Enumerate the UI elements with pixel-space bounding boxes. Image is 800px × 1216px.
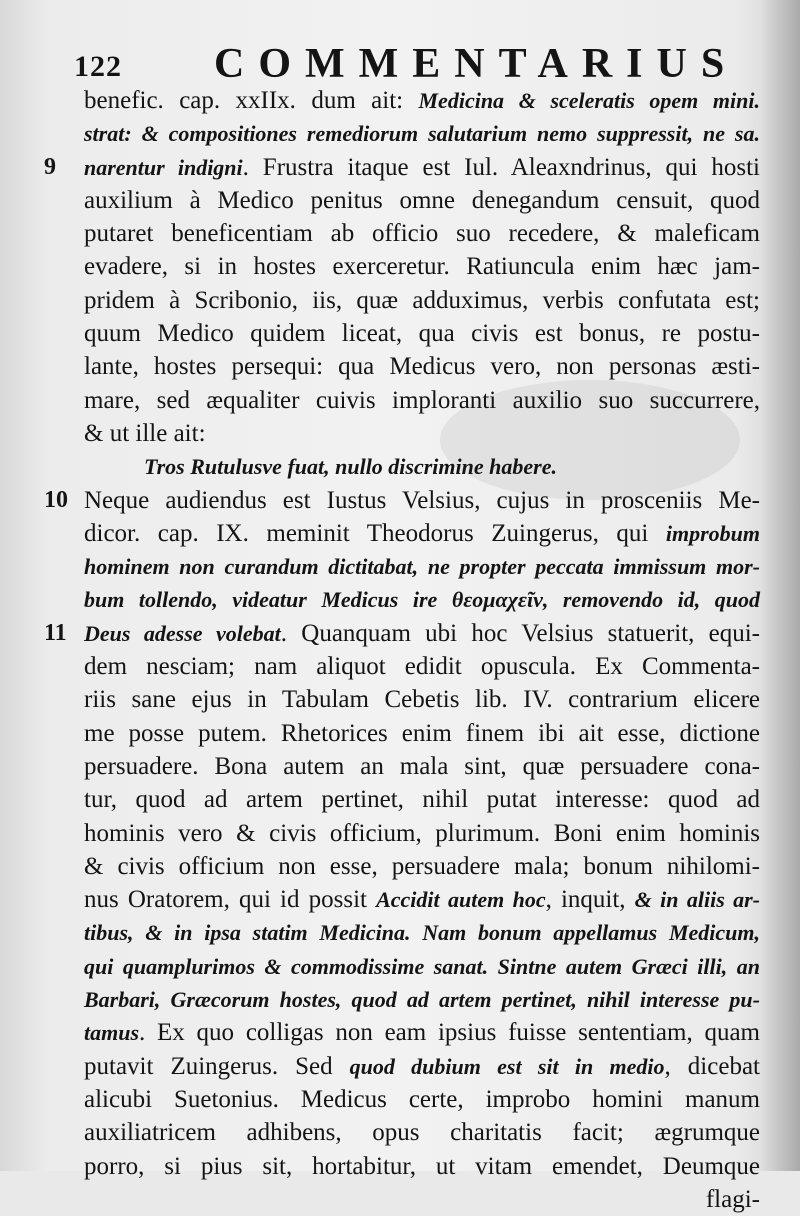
roman-text: auxiliatricem adhibens, opus charitatis facit; ægrumque <box>84 1119 760 1147</box>
text-line <box>84 1050 760 1083</box>
text-line <box>84 850 760 883</box>
running-title: COMMENTARIUS <box>214 41 739 87</box>
margin-note-number: 9 <box>44 153 56 180</box>
text-line <box>84 883 760 916</box>
text-line <box>84 517 760 550</box>
roman-text: & ut ille ait: <box>84 419 206 447</box>
text-line <box>84 384 760 417</box>
roman-text: persuadere. Bona autem an mala sint, quæ persuadere cona- <box>84 752 760 780</box>
text-line <box>84 1116 760 1149</box>
roman-text: lante, hostes persequi: qua Medicus vero, non personas æsti- <box>84 353 760 381</box>
roman-text: dem nesciam; nam aliquot edidit opuscula. Ex Commenta- <box>84 653 760 681</box>
text-line <box>84 783 760 816</box>
italic-text: bum tollendo, videatur Medicus ire θεομαχεῖν, removendo id, quod <box>84 587 760 613</box>
text-line <box>84 950 760 983</box>
text-line <box>84 1016 760 1049</box>
roman-text: tur, quod ad artem pertinet, nihil putat interesse: quod ad <box>84 786 760 814</box>
italic-text: Accidit autem hoc <box>376 887 546 913</box>
page-number: 122 <box>74 50 122 83</box>
italic-text: tibus, & in ipsa statim Medicina. Nam bonum appellamus Medicum, <box>84 920 760 946</box>
text-line <box>84 750 760 783</box>
text-line <box>84 1183 760 1216</box>
margin-note-number: 10 <box>44 486 68 513</box>
roman-text: me posse putem. Rhetorices enim finem ibi ait esse, dictione <box>84 719 760 747</box>
text-line <box>84 1083 760 1116</box>
roman-text: , dicebat <box>664 1052 760 1080</box>
italic-text: Medicina & sceleratis opem mini. <box>418 88 760 113</box>
italic-text: improbum <box>665 520 760 546</box>
gutter-shadow <box>760 0 800 1171</box>
roman-text: alicubi Suetonius. Medicus certe, improbo homini manum <box>84 1085 760 1113</box>
text-line <box>84 217 760 250</box>
italic-text: qui quamplurimos & commodissime sanat. Sintne autem Græci illi, an <box>84 953 760 979</box>
text-line <box>44 617 760 650</box>
roman-text: putavit Zuingerus. Sed <box>84 1052 350 1080</box>
text-line <box>84 717 760 750</box>
roman-text: dicor. cap. IX. meminit Theodorus Zuingerus, qui <box>84 519 666 547</box>
roman-text: flagi- <box>705 1185 760 1213</box>
text-line <box>44 151 760 184</box>
roman-text: . Ex quo colligas non eam ipsius fuisse sententiam, quam <box>139 1019 760 1047</box>
text-line <box>84 650 760 683</box>
roman-text: nus Oratorem, qui id possit <box>84 886 377 914</box>
text-line <box>84 450 760 483</box>
text-line <box>84 550 760 583</box>
roman-text: pridem à Scribonio, iis, quæ adduximus, verbis confutata est; <box>84 286 760 314</box>
italic-text: narentur indigni <box>84 154 243 180</box>
italic-text: tamus <box>84 1020 140 1046</box>
roman-text: . Quanquam ubi hoc Velsius statuerit, equi- <box>280 619 760 647</box>
text-line <box>84 350 760 383</box>
italic-text: strat: & compositiones remediorum salutarium nemo suppressit, ne sa. <box>84 121 760 147</box>
italic-text: hominem non curandum dictitabat, ne propter peccata immissum mor- <box>84 554 760 580</box>
body-text <box>44 84 761 1216</box>
italic-text: Tros Rutulusve fuat, nullo discrimine habere. <box>144 454 557 480</box>
text-line <box>84 417 760 450</box>
text-line <box>84 817 760 850</box>
text-line <box>44 484 760 517</box>
text-line <box>84 117 760 150</box>
roman-text: porro, si pius sit, hortabitur, ut vitam emendet, Deumque <box>84 1152 760 1180</box>
text-line <box>84 983 760 1016</box>
text-line <box>84 683 760 716</box>
text-line <box>84 284 760 317</box>
text-line <box>84 916 760 949</box>
roman-text: . Frustra itaque est Iul. Aleaxndrinus, qui hosti <box>242 153 760 181</box>
italic-text: & in aliis ar- <box>634 887 761 913</box>
text-line <box>84 184 760 217</box>
roman-text: mare, sed æqualiter cuivis imploranti auxilio suo succurrere, <box>84 386 760 414</box>
roman-text: benefic. cap. xxIIx. dum ait: <box>84 87 419 114</box>
italic-text: Barbari, Græcorum hostes, quod ad artem pertinet, nihil interesse pu- <box>84 987 760 1013</box>
italic-text: Deus adesse volebat <box>84 620 281 646</box>
roman-text: riis sane ejus in Tabulam Cebetis lib. IV. contrarium elicere <box>84 686 760 714</box>
roman-text: hominis vero & civis officium, plurimum. Boni enim hominis <box>84 819 760 847</box>
text-line <box>84 84 760 117</box>
italic-text: quod dubium est sit in medio <box>349 1053 665 1079</box>
roman-text: auxilium à Medico penitus omne denegandum censuit, quod <box>84 186 760 214</box>
text-line <box>84 317 760 350</box>
roman-text: Neque audiendus est Iustus Velsius, cujus in prosceniis Me- <box>84 486 760 514</box>
page-header <box>74 40 739 88</box>
roman-text: & civis officium non esse, persuadere mala; bonum nihilomi- <box>84 852 760 880</box>
text-line <box>84 1150 760 1183</box>
text-line <box>84 250 760 283</box>
roman-text: evadere, si in hostes exerceretur. Ratiuncula enim hæc jam- <box>84 253 760 281</box>
roman-text: putaret beneficentiam ab officio suo recedere, & maleficam <box>84 220 760 248</box>
roman-text: , inquit, <box>545 886 635 914</box>
margin-note-number: 11 <box>44 619 67 646</box>
text-line <box>84 583 760 616</box>
roman-text: quum Medico quidem liceat, qua civis est bonus, re postu- <box>84 320 760 348</box>
